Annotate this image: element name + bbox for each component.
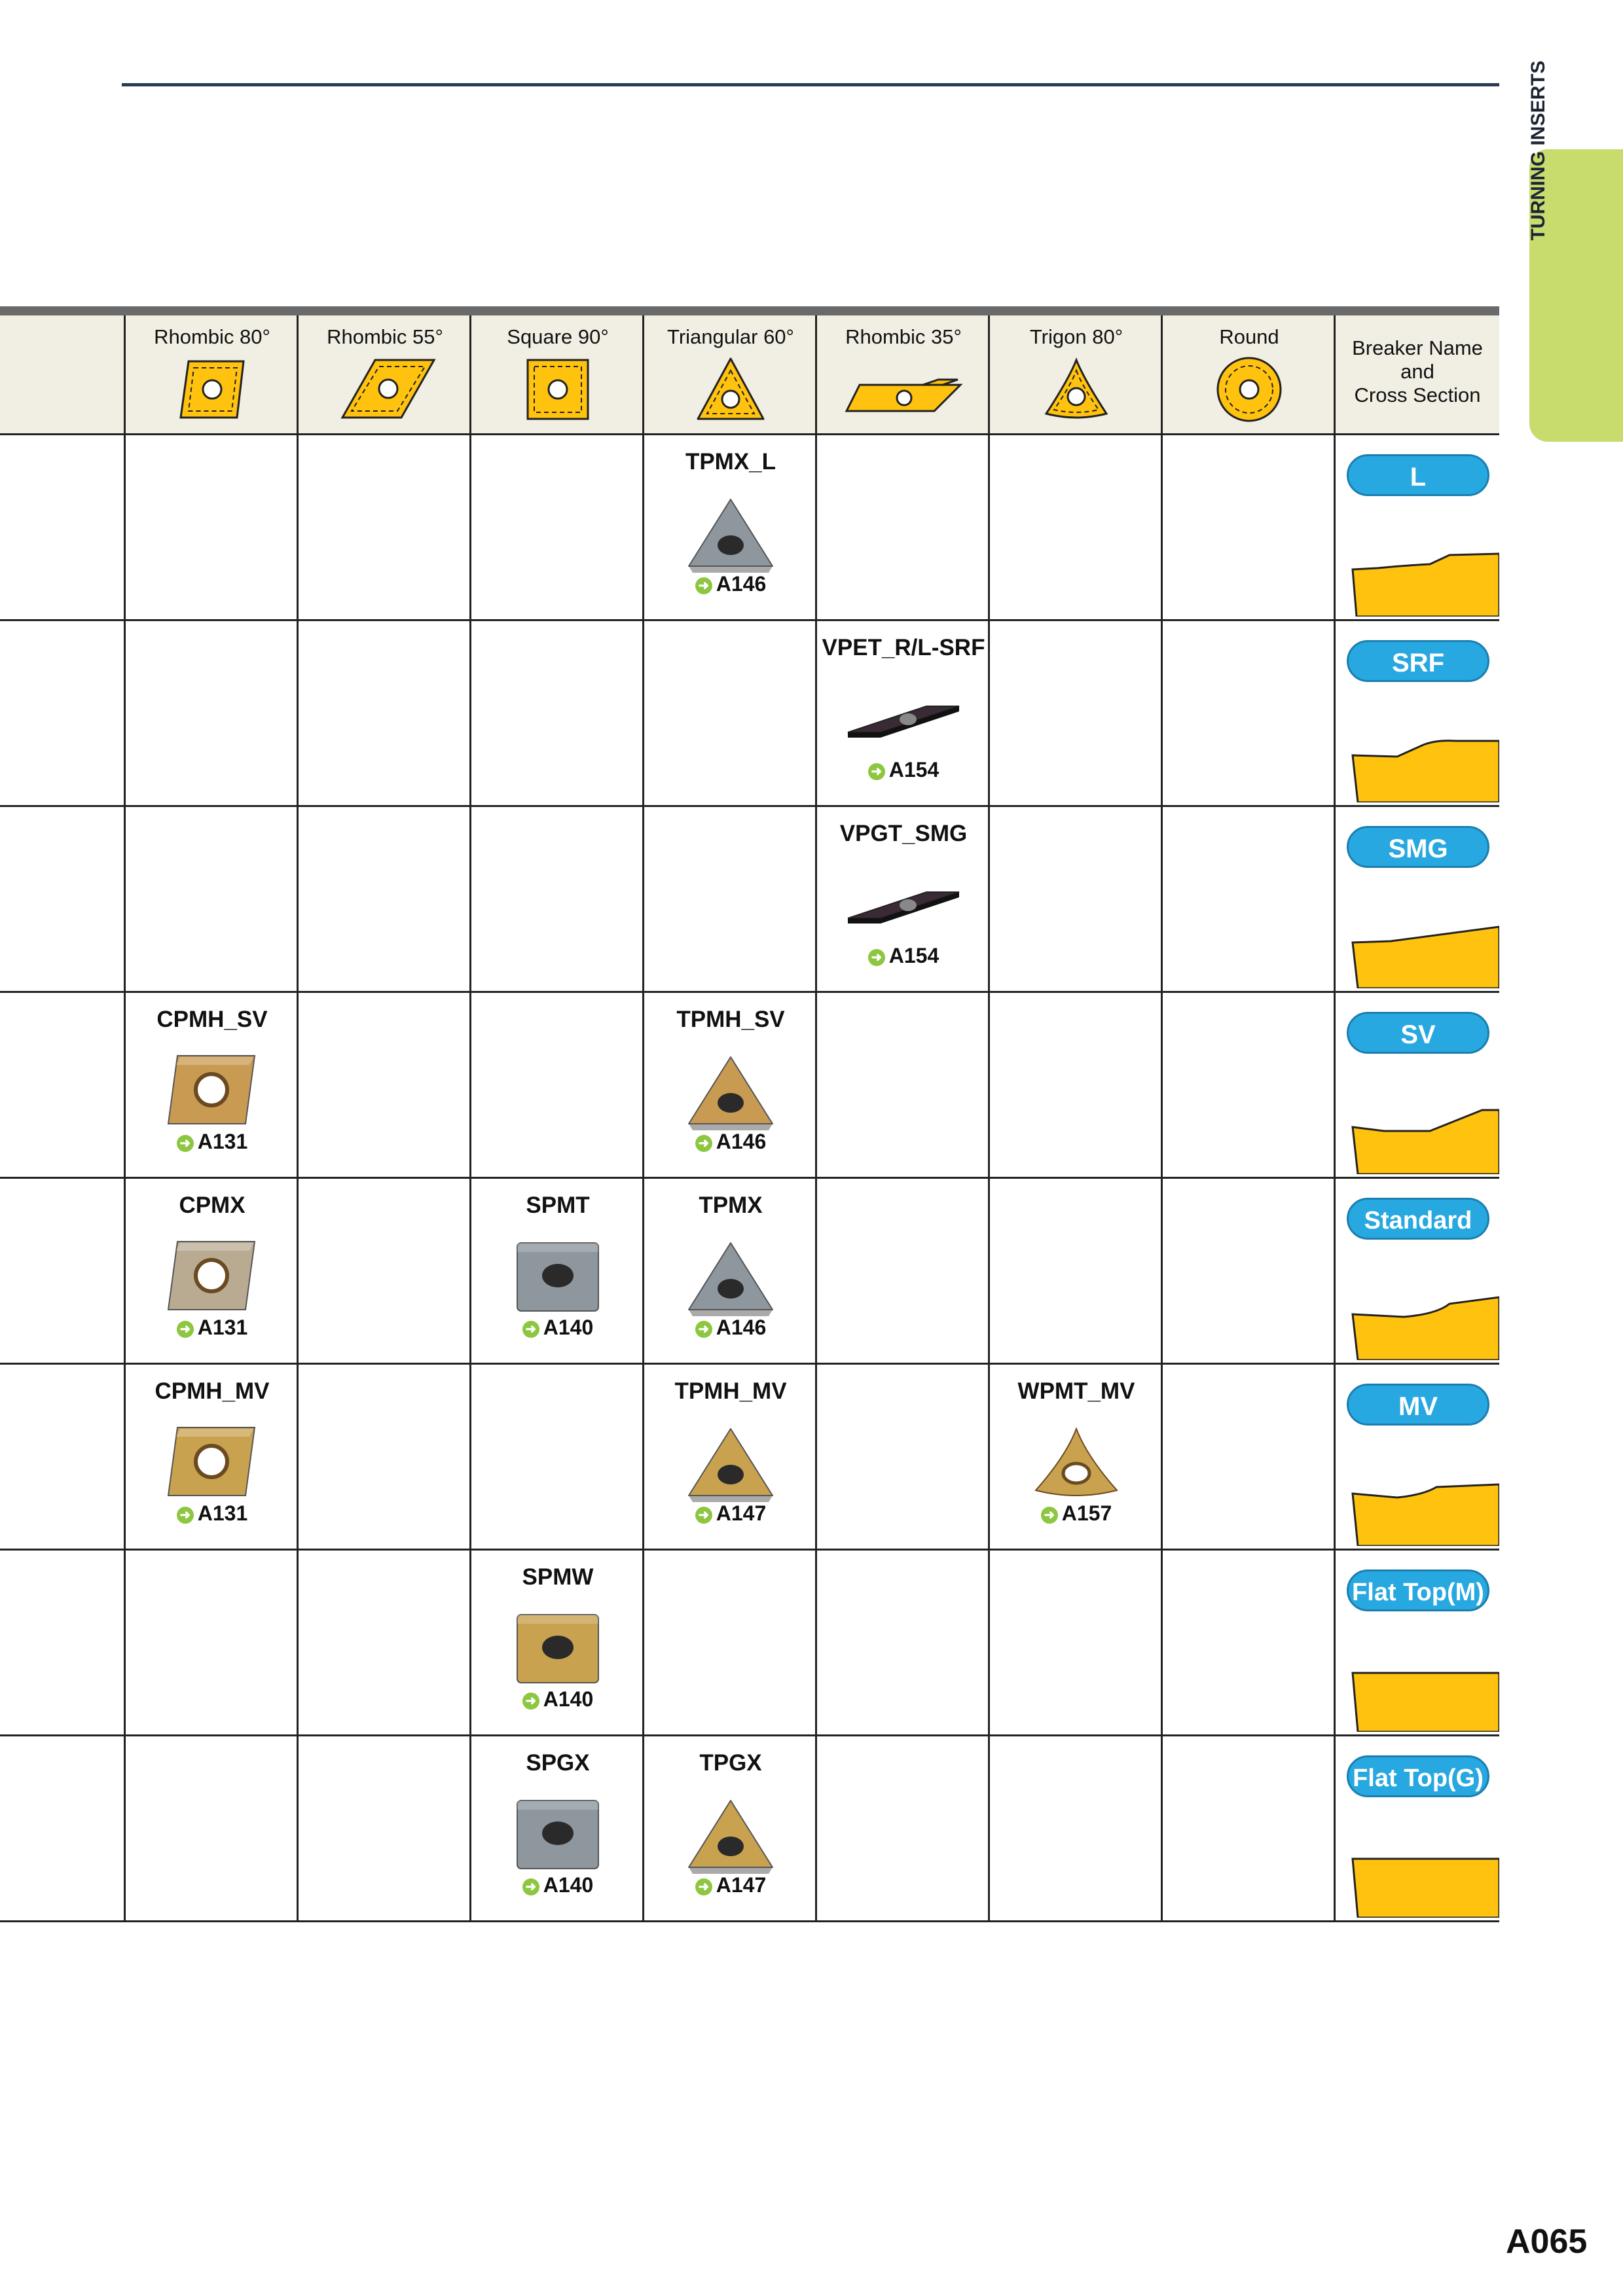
rhombic-55-icon (299, 353, 471, 425)
arrow-right-icon: ➜ (522, 1878, 539, 1895)
cross-section-diagram (1351, 737, 1499, 802)
column-title: Rhombic 55° (327, 325, 443, 348)
breaker-header (1336, 336, 1499, 407)
insert-photo (126, 1043, 299, 1141)
page-reference-link[interactable] (817, 944, 990, 968)
insert-code: SPMW (522, 1564, 594, 1590)
page-reference-text: A140 (543, 1687, 594, 1711)
cross-section-diagram (1351, 1480, 1499, 1546)
page-reference-text: A140 (543, 1316, 594, 1339)
insert-cell[interactable] (126, 1363, 299, 1546)
arrow-right-icon: ➜ (177, 1135, 194, 1152)
insert-photo (126, 1415, 299, 1513)
row-divider (0, 1920, 1499, 1922)
insert-photo (644, 486, 817, 584)
page-reference-link[interactable] (126, 1501, 299, 1526)
insert-code: TPMX (699, 1193, 763, 1218)
row-divider (0, 805, 1499, 807)
insert-photo (644, 1787, 817, 1885)
insert-code: TPMH_SV (676, 1007, 785, 1032)
insert-photo (471, 1601, 644, 1699)
insert-code: SPGX (526, 1750, 590, 1776)
column-title: Round (1219, 325, 1279, 348)
page-reference-text: A147 (716, 1501, 767, 1525)
top-rule (122, 83, 1499, 86)
table-header-bar (0, 306, 1499, 315)
arrow-right-icon: ➜ (868, 763, 885, 780)
page-reference-link[interactable] (644, 1316, 817, 1340)
arrow-right-icon: ➜ (177, 1507, 194, 1524)
page-reference-link[interactable] (644, 1130, 817, 1154)
cross-section-diagram (1351, 1295, 1499, 1360)
page-reference-text: A131 (197, 1130, 248, 1153)
row-divider (0, 619, 1499, 621)
insert-photo (644, 1043, 817, 1141)
column-title: Rhombic 80° (154, 325, 270, 348)
page-number: A065 (1506, 2223, 1588, 2261)
page-reference-link[interactable] (126, 1316, 299, 1340)
page-reference-link[interactable] (471, 1316, 644, 1340)
insert-code: WPMT_MV (1017, 1378, 1135, 1404)
page-reference-text: A131 (197, 1501, 248, 1525)
insert-code: VPET_R/L-SRF (822, 635, 985, 660)
breaker-name-badge: Flat Top(G) (1347, 1755, 1489, 1797)
rhombic-80-icon (126, 353, 299, 425)
page-reference-text: A154 (888, 758, 939, 781)
column-divider (1334, 315, 1336, 1922)
arrow-right-icon: ➜ (522, 1321, 539, 1338)
cross-section-diagram (1351, 923, 1499, 988)
page-reference-text: A131 (197, 1316, 248, 1339)
insert-photo (990, 1415, 1163, 1513)
column-title: Trigon 80° (1029, 325, 1123, 348)
insert-cell[interactable] (126, 1177, 299, 1360)
insert-cell[interactable] (471, 1734, 644, 1918)
arrow-right-icon: ➜ (177, 1321, 194, 1338)
row-divider (0, 1549, 1499, 1551)
insert-cell[interactable] (471, 1549, 644, 1732)
arrow-right-icon: ➜ (695, 1321, 712, 1338)
insert-cell[interactable] (817, 805, 990, 988)
arrow-right-icon: ➜ (522, 1693, 539, 1710)
arrow-right-icon: ➜ (868, 949, 885, 966)
trigon-80-icon (990, 353, 1163, 425)
triangular-60-icon (644, 353, 817, 425)
insert-cell[interactable] (990, 1363, 1163, 1546)
insert-photo (644, 1229, 817, 1327)
arrow-right-icon: ➜ (1041, 1507, 1058, 1524)
insert-cell[interactable] (644, 1363, 817, 1546)
page-reference-text: A157 (1061, 1501, 1112, 1525)
insert-cell[interactable] (644, 1734, 817, 1918)
page-reference-text: A146 (716, 1316, 767, 1339)
insert-code: SPMT (526, 1193, 590, 1218)
cross-section-diagram (1351, 1666, 1499, 1732)
breaker-name-badge: SV (1347, 1012, 1489, 1054)
breaker-header-line3: Cross Section (1354, 384, 1481, 406)
insert-code: TPMH_MV (674, 1378, 787, 1404)
page-reference-link[interactable] (471, 1687, 644, 1712)
section-tab-label: TURNING INSERTS (1527, 60, 1549, 241)
page-reference-link[interactable] (817, 758, 990, 782)
insert-photo (471, 1229, 644, 1327)
cross-section-diagram (1351, 1852, 1499, 1918)
page-reference-link[interactable] (126, 1130, 299, 1154)
page-reference-link[interactable] (644, 1501, 817, 1526)
page-reference-text: A146 (716, 1130, 767, 1153)
cross-section-diagram (1351, 551, 1499, 617)
breaker-header-line1: Breaker Name (1352, 336, 1483, 359)
column-title: Rhombic 35° (845, 325, 962, 348)
page-reference-link[interactable] (644, 1873, 817, 1897)
column-title: Square 90° (507, 325, 609, 348)
insert-photo (817, 857, 990, 956)
insert-code: VPGT_SMG (839, 821, 968, 846)
column-divider (1161, 315, 1163, 1922)
breaker-name-badge: L (1347, 454, 1489, 496)
insert-code: TPMX_L (685, 449, 776, 475)
insert-code: CPMH_SV (156, 1007, 268, 1032)
insert-code: TPGX (699, 1750, 762, 1776)
insert-photo (817, 672, 990, 770)
rhombic-35-icon (817, 353, 990, 425)
column-divider (988, 315, 990, 1922)
insert-cell[interactable] (126, 991, 299, 1174)
insert-cell[interactable] (817, 619, 990, 802)
cross-section-diagram (1351, 1109, 1499, 1174)
insert-photo (644, 1415, 817, 1513)
insert-cell[interactable] (644, 433, 817, 617)
breaker-name-badge: SRF (1347, 640, 1489, 682)
insert-code: CPMH_MV (155, 1378, 270, 1404)
insert-photo (126, 1229, 299, 1327)
insert-photo (471, 1787, 644, 1885)
page-reference-text: A147 (716, 1873, 767, 1897)
square-90-icon (471, 353, 644, 425)
page-reference-text: A140 (543, 1873, 594, 1897)
page-reference-link[interactable] (471, 1873, 644, 1897)
arrow-right-icon: ➜ (695, 577, 712, 594)
round-icon (1163, 353, 1336, 425)
arrow-right-icon: ➜ (695, 1878, 712, 1895)
breaker-name-badge: Flat Top(M) (1347, 1570, 1489, 1611)
breaker-name-badge: Standard (1347, 1198, 1489, 1240)
insert-cell[interactable] (471, 1177, 644, 1360)
arrow-right-icon: ➜ (695, 1135, 712, 1152)
insert-code: CPMX (179, 1193, 246, 1218)
page-reference-text: A146 (716, 572, 767, 596)
insert-cell[interactable] (644, 1177, 817, 1360)
arrow-right-icon: ➜ (695, 1507, 712, 1524)
column-title: Triangular 60° (667, 325, 794, 348)
insert-cell[interactable] (644, 991, 817, 1174)
breaker-name-badge: MV (1347, 1384, 1489, 1426)
breaker-name-badge: SMG (1347, 826, 1489, 868)
breaker-header-line2: and (1400, 360, 1434, 383)
page-reference-link[interactable] (990, 1501, 1163, 1526)
page-reference-link[interactable] (644, 572, 817, 596)
page-reference-text: A154 (888, 944, 939, 967)
